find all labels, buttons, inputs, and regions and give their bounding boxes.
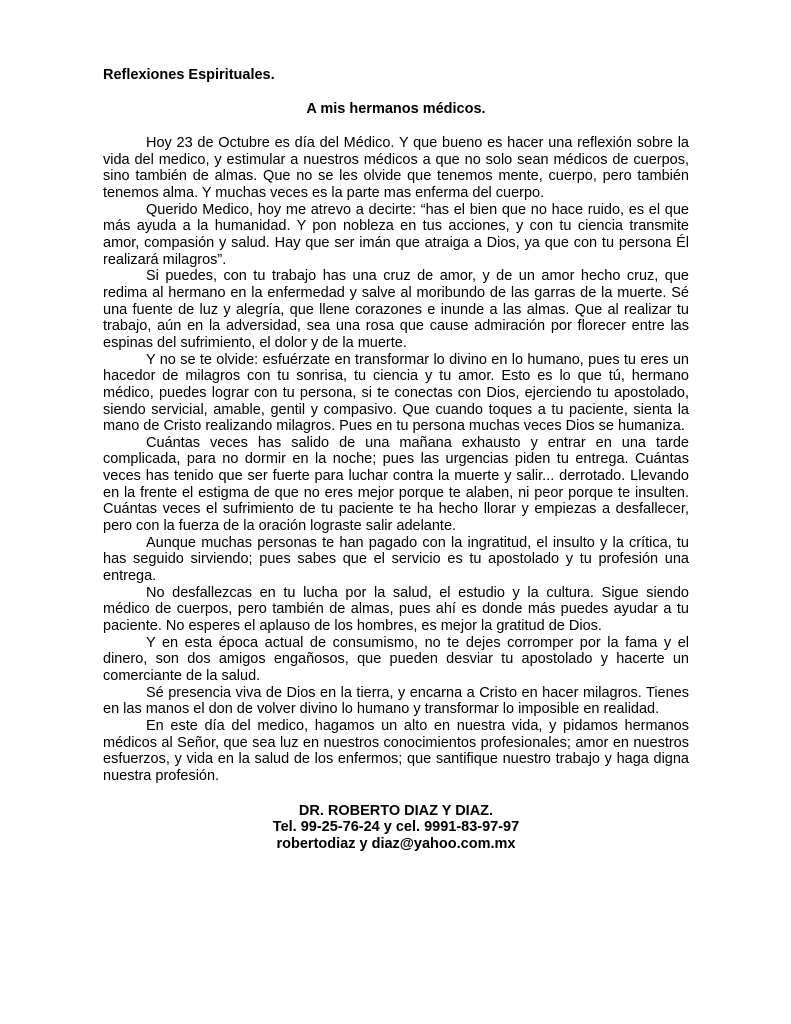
paragraph-7: No desfallezcas en tu lucha por la salud, el estudio y la cultura. Sigue siendo médico de cuerpos, pero también de almas, pues ahí es donde más puedes ayudar a tu paciente. No esperes el aplauso de los hombres, es mejor la gratitud de Dios. [103,584,689,635]
paragraph-6: Aunque muchas personas te han pagado con la ingratitud, el insulto y la crítica, tu has seguido sirviendo; pues sabes que el servicio es tu apostolado y tu profesión una entrega. [103,534,689,585]
paragraph-9: Sé presencia viva de Dios en la tierra, y encarna a Cristo en hacer milagros. Tienes en las manos el don de volver divino lo humano y transformar lo imposible en realidad. [103,684,689,718]
author-email: robertodiaz y diaz@yahoo.com.mx [276,835,516,852]
paragraph-4: Y no se te olvide: esfuérzate en transformar lo divino en lo humano, pues tu eres un hacedor de milagros con tu sonrisa, tu ciencia y tu amor. Esto es lo que tú, hermano médico, puedes lograr con tu persona, si te conectas con Dios, ejerciendo tu apostolado, siendo servicial, amable, gentil y compasivo. Que cuando toques a tu paciente, sienta la mano de Cristo realizando milagros. Pues en tu persona muchas veces Dios se humaniza. [103,351,689,435]
paragraph-10: En este día del medico, hagamos un alto en nuestra vida, y pidamos hermanos médicos al Señor, que sea luz en nuestros conocimientos profesionales; amor en nuestros esfuerzos, y vida en la salud de los enfermos; que santifique nuestro trabajo y haga digna nuestra profesión. [103,717,689,784]
paragraph-8: Y en esta época actual de consumismo, no te dejes corromper por la fama y el dinero, son dos amigos engañosos, que pueden desviar tu apostolado y hacerte un comerciante de la salud. [103,634,689,684]
paragraph-1: Hoy 23 de Octubre es día del Médico. Y que bueno es hacer una reflexión sobre la vida del medico, y estimular a nuestros médicos a que no solo sean médicos de cuerpos, sino también de almas. Que no se les olvide que tenemos mente, cuerpo, pero también tenemos alma. Y muchas veces es la parte mas enferma del cuerpo. [103,135,689,201]
signature-block [103,803,689,853]
document-body [103,135,689,785]
author-phone: Tel. 99-25-76-24 y cel. 9991-83-97-97 [272,819,520,836]
section-label: Reflexiones Espirituales. [103,67,275,83]
paragraph-2: Querido Medico, hoy me atrevo a decirte: “has el bien que no hace ruido, es el que más ayuda a la humanidad. Y pon nobleza en tus acciones, y con tu ciencia transmite amor, compasión y salud. Hay que ser imán que atraiga a Dios, ya que con tu persona Él realizará milagros”. [103,201,689,268]
document-page [103,67,689,852]
paragraph-3: Si puedes, con tu trabajo has una cruz de amor, y de un amor hecho cruz, que redima al hermano en la enfermedad y salve al moribundo de las garras de la muerte. Sé una fuente de luz y alegría, que llene corazones e inunde a las almas. Que al realizar tu trabajo, aún en la adversidad, sea una rosa que cause admiración por florecer entre las espinas del sufrimiento, el dolor y de la muerte. [103,268,689,351]
paragraph-5: Cuántas veces has salido de una mañana exhausto y entrar en una tarde complicada, para no dormir en la noche; pues las urgencias piden tu entrega. Cuántas veces has tenido que ser fuerte para luchar contra la muerte y salir... derrotado. Llevando en la frente el estigma de que no eres mejor porque te alaben, ni peor porque te insulten. Cuántas veces el sufrimiento de tu paciente te ha hecho llorar y empiezas a desfallecer, pero con la fuerza de la oración lograste salir adelante. [103,434,689,535]
author-name: DR. ROBERTO DIAZ Y DIAZ. [298,802,494,819]
document-title: A mis hermanos médicos. [306,101,486,117]
